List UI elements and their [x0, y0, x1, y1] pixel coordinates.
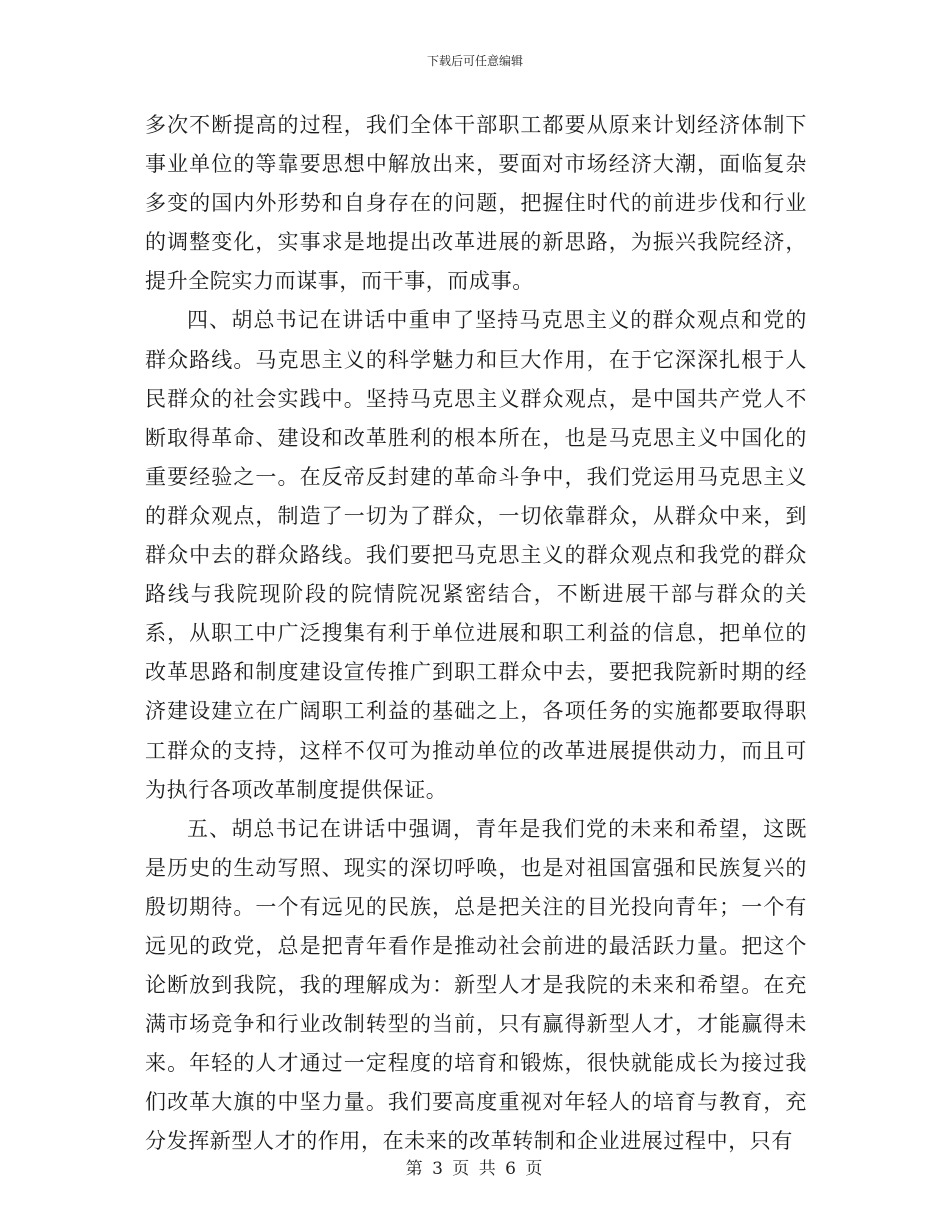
- document-body: [145, 106, 807, 1162]
- page-header: 下载后可任意编辑: [426, 54, 523, 68]
- paragraph-five: 五、胡总书记在讲话中强调，青年是我们党的未来和希望，这既是历史的生动写照、现实的深切呼唤，也是对祖国富强和民族复兴的殷切期待。一个有远见的民族，总是把关注的目光投向青年；一个有远见的政党，总是把青年看作是推动社会前进的最活跃力量。把这个论断放到我院，我的理解成为：新型人才是我院的未来和希望。在充满市场竞争和行业改制转型的当前，只有赢得新型人才，才能赢得未来。年轻的人才通过一定程度的培育和锻炼，很快就能成长为接过我们改革大旗的中坚力量。我们要高度重视对年轻人的培育与教育，充分发挥新型人才的作用，在未来的改革转制和企业进展过程中，只有: [145, 816, 807, 1154]
- page-footer: 第 3 页 共 6 页: [405, 1159, 545, 1179]
- paragraph-four: 四、胡总书记在讲话中重申了坚持马克思主义的群众观点和党的群众路线。马克思主义的科学魅力和巨大作用，在于它深深扎根于人民群众的社会实践中。坚持马克思主义群众观点，是中国共产党人不断取得革命、建设和改革胜利的根本所在，也是马克思主义中国化的重要经验之一。在反帝反封建的革命斗争中，我们党运用马克思主义的群众观点，制造了一切为了群众，一切依靠群众，从群众中来，到群众中去的群众路线。我们要把马克思主义的群众观点和我党的群众路线与我院现阶段的院情院况紧密结合，不断进展干部与群众的关系，从职工中广泛搜集有利于单位进展和职工利益的信息，把单位的改革思路和制度建设宣传推广到职工群众中去，要把我院新时期的经济建设建立在广阔职工利益的基础之上，各项任务的实施都要取得职工群众的支持，这样不仅可为推动单位的改革进展提供动力，而且可为执行各项改革制度提供保证。: [145, 308, 807, 802]
- paragraph-continued: 多次不断提高的过程，我们全体干部职工都要从原来计划经济体制下事业单位的等靠要思想中解放出来，要面对市场经济大潮，面临复杂多变的国内外形势和自身存在的问题，把握住时代的前进步伐和行业的调整变化，实事求是地提出改革进展的新思路，为振兴我院经济，提升全院实力而谋事，而干事，而成事。: [145, 113, 807, 294]
